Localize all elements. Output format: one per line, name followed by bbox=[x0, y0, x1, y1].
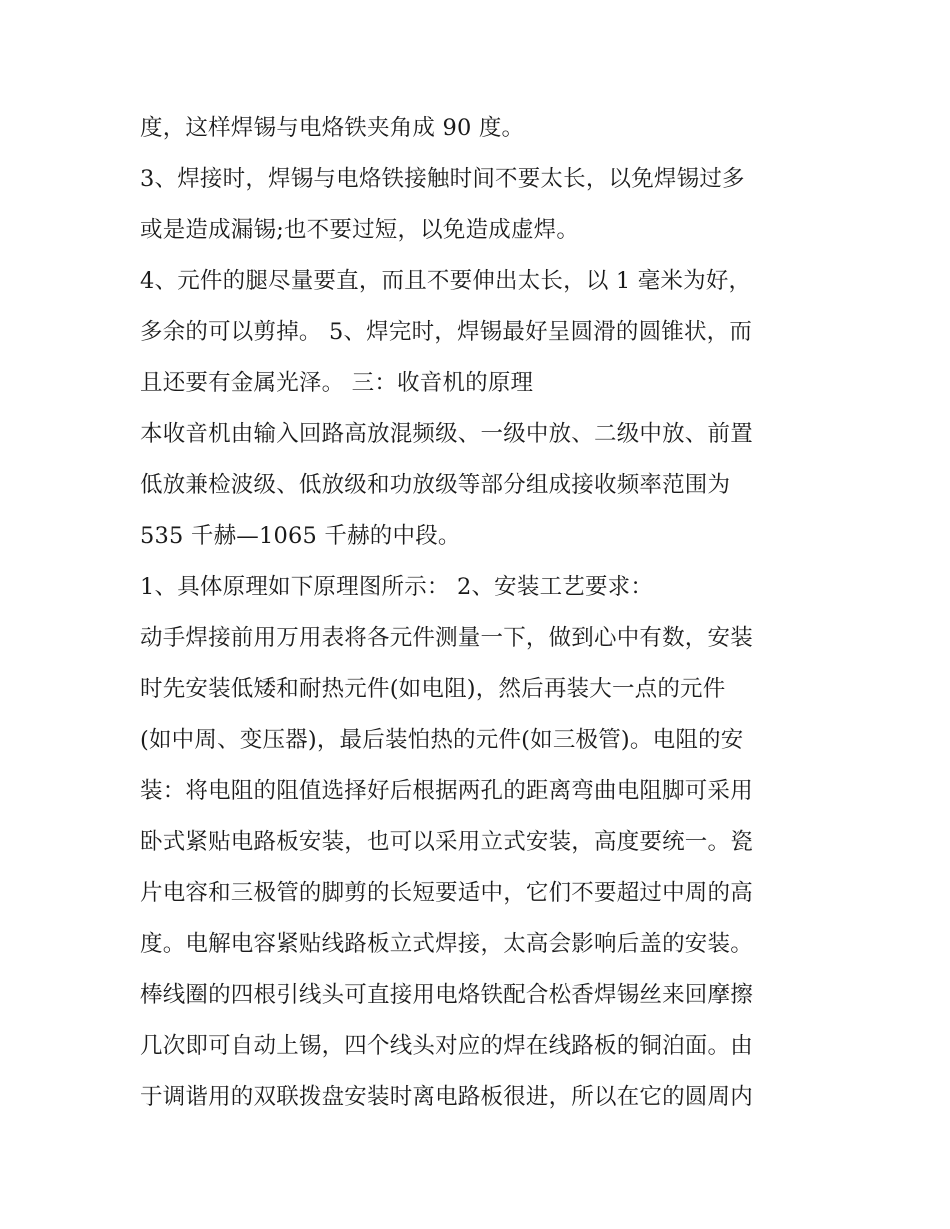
text-line: 于调谐用的双联拨盘安装时离电路板很进，所以在它的圆周内 bbox=[140, 1084, 753, 1110]
text-line: 动手焊接前用万用表将各元件测量一下，做到心中有数，安装 bbox=[140, 625, 753, 651]
text-line: 且还要有金属光泽。 三：收音机的原理 bbox=[140, 370, 534, 396]
text-line: 装：将电阻的阻值选择好后根据两孔的距离弯曲电阻脚可采用 bbox=[140, 778, 753, 804]
text-line: 几次即可自动上锡，四个线头对应的焊在线路板的铜泊面。由 bbox=[140, 1033, 753, 1059]
text-line: 卧式紧贴电路板安装，也可以采用立式安装，高度要统一。瓷 bbox=[140, 829, 753, 855]
text-line: 或是造成漏锡;也不要过短，以免造成虚焊。 bbox=[140, 217, 580, 243]
text-line: (如中周、变压器)，最后装怕热的元件(如三极管)。电阻的安 bbox=[140, 727, 744, 753]
text-line: 度，这样焊锡与电烙铁夹角成 90 度。 bbox=[140, 115, 525, 141]
text-line: 3、焊接时，焊锡与电烙铁接触时间不要太长，以免焊锡过多 bbox=[140, 166, 745, 192]
text-line: 多余的可以剪掉。 5、焊完时，焊锡最好呈圆滑的圆锥状，而 bbox=[140, 319, 753, 345]
text-line: 棒线圈的四根引线头可直接用电烙铁配合松香焊锡丝来回摩擦 bbox=[140, 982, 753, 1008]
text-line: 4、元件的腿尽量要直，而且不要伸出太长，以 1 毫米为好， bbox=[140, 268, 752, 294]
text-line: 低放兼检波级、低放级和功放级等部分组成接收频率范围为 bbox=[140, 472, 731, 498]
text-line: 本收音机由输入回路高放混频级、一级中放、二级中放、前置 bbox=[140, 421, 753, 447]
text-line: 535 千赫—1065 千赫的中段。 bbox=[140, 523, 461, 549]
text-line: 片电容和三极管的脚剪的长短要适中，它们不要超过中周的高 bbox=[140, 880, 753, 906]
text-line: 时先安装低矮和耐热元件(如电阻)，然后再装大一点的元件 bbox=[140, 676, 726, 702]
text-line: 度。电解电容紧贴线路板立式焊接，太高会影响后盖的安装。 bbox=[140, 931, 753, 957]
text-line: 1、具体原理如下原理图所示： 2、安装工艺要求： bbox=[140, 574, 654, 600]
